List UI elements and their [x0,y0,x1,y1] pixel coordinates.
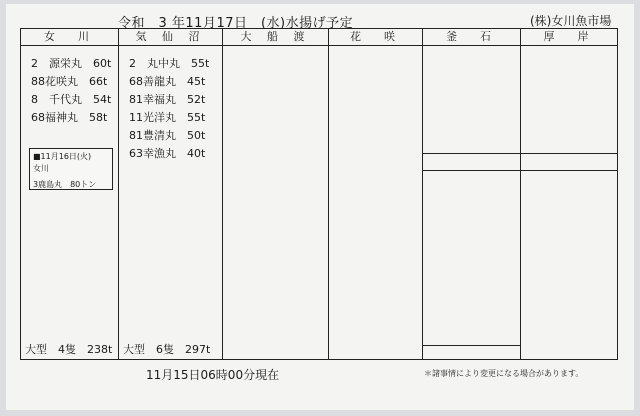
list-item: 63幸漁丸 40t [129,147,206,160]
divider-line [521,170,617,171]
column-hanasaki [329,29,423,359]
disclaimer-note: ＊諸事情により変更になる場合があります。 [424,369,584,378]
divider-line [423,170,520,171]
company-name: (株)女川魚市場 [530,14,612,28]
column-total: 大型 6隻 297t [123,343,211,356]
note-vessel: 3鹿島丸 80トン [33,180,97,189]
as-of-timestamp: 11月15日06時00分現在 [146,368,280,382]
column-header: 女 川 [21,29,118,46]
column-header: 厚 岸 [521,29,617,46]
column-kesennuma [119,29,223,359]
list-item: 8 千代丸 54t [31,93,112,106]
divider-line [521,153,617,154]
previous-day-note [29,148,113,190]
entry-list [31,55,111,127]
list-item: 2 源栄丸 60t [31,57,112,70]
schedule-sheet [6,4,634,410]
list-item: 68善龍丸 45t [129,75,206,88]
column-akkeshi [521,29,617,359]
note-port: 女川 [33,164,49,173]
page-title: 令和 3 年11月17日 (水)水揚げ予定 [118,16,354,31]
column-total: 大型 4隻 238t [25,343,113,356]
divider-line [423,153,520,154]
list-item: 2 丸中丸 55t [129,57,210,70]
list-item: 81豊清丸 50t [129,129,206,142]
list-item: 88花咲丸 66t [31,75,108,88]
column-header: 気 仙 沼 [119,29,222,46]
column-onagawa [21,29,119,359]
entry-list [129,55,209,163]
column-header: 花 咲 [329,29,422,46]
note-date: ■11月16日(火) [33,152,92,161]
list-item: 11光洋丸 55t [129,111,206,124]
column-header: 大 船 渡 [223,29,328,46]
column-header: 釜 石 [423,29,520,46]
landing-schedule-table [20,28,618,360]
list-item: 81幸福丸 52t [129,93,206,106]
column-ofunato [223,29,329,359]
column-kamaishi [423,29,521,359]
list-item: 68福神丸 58t [31,111,108,124]
divider-line [423,345,520,346]
